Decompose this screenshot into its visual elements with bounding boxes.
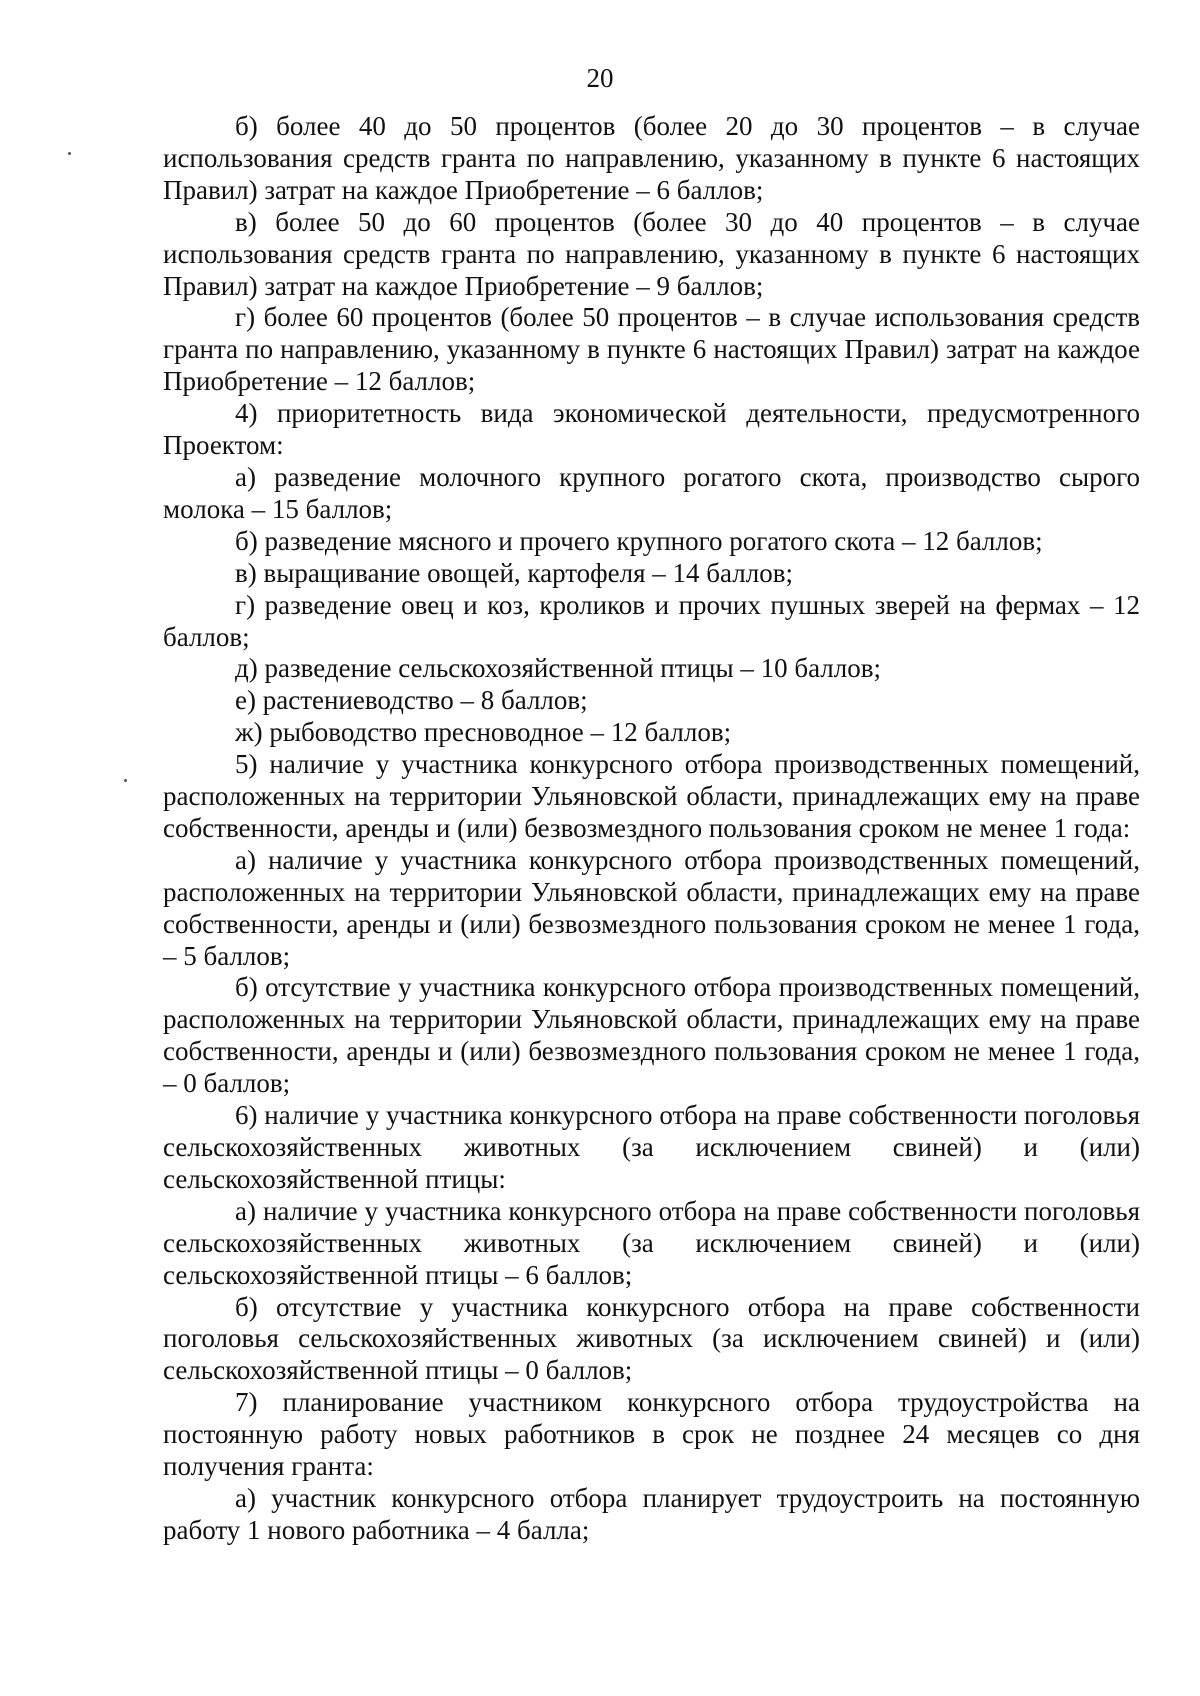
document-body <box>163 111 1140 1547</box>
paragraph-4zh-fish-farming: ж) рыбоводство пресноводное – 12 баллов; <box>235 717 732 748</box>
paragraph-7-employment-plan: 7) планирование участником конкурсного отбора трудоустройства на постоянную работу новых работников в срок не позднее 24 месяцев со дня получения гранта: <box>163 1387 1140 1482</box>
page-number: 20 <box>586 63 614 93</box>
paragraph-5a-premises-present: а) наличие у участника конкурсного отбора производственных помещений, расположенных на территории Ульяновской области, принадлежащих ему на праве собственности, аренды и (или) безвозмездного пользования сроком не менее 1 года, – 5 баллов; <box>163 844 1140 971</box>
paragraph-4d-poultry: д) разведение сельскохозяйственной птицы – 10 баллов; <box>235 653 881 684</box>
paragraph-4v-vegetables: в) выращивание овощей, картофеля – 14 баллов; <box>235 557 793 588</box>
paragraph-6b-livestock-absent: б) отсутствие у участника конкурсного отбора на праве собственности поголовья сельскохозяйственных животных (за исключением свиней) и (или) сельскохозяйственной птицы – 0 баллов; <box>163 1291 1140 1386</box>
paragraph-5-premises: 5) наличие у участника конкурсного отбора производственных помещений, расположенных на территории Ульяновской области, принадлежащих ему на праве собственности, аренды и (или) безвозмездного пользования сроком не менее 1 года: <box>163 749 1140 843</box>
paragraph-7a-one-new-worker: а) участник конкурсного отбора планирует трудоустроить на постоянную работу 1 нового работника – 4 балла; <box>163 1482 1140 1545</box>
paragraph-4b-beef-cattle: б) разведение мясного и прочего крупного рогатого скота – 12 баллов; <box>235 525 1043 556</box>
paragraph-1b-share-40-50: б) более 40 до 50 процентов (более 20 до 30 процентов – в случае использования средств гранта по направлению, указанному в пункте 6 настоящих Правил) затрат на каждое Приобретение – 6 баллов; <box>163 111 1140 205</box>
scan-speck <box>68 152 71 155</box>
paragraph-4e-crop-growing: е) растениеводство – 8 баллов; <box>235 685 588 716</box>
paragraph-4a-dairy-cattle: а) разведение молочного крупного рогатого скота, производство сырого молока – 15 баллов; <box>163 461 1140 524</box>
paragraph-6-livestock: 6) наличие у участника конкурсного отбора на праве собственности поголовья сельскохозяйственных животных (за исключением свиней) и (или) сельскохозяйственной птицы: <box>163 1100 1140 1194</box>
paragraph-6a-livestock-present: а) наличие у участника конкурсного отбора на праве собственности поголовья сельскохозяйственных животных (за исключением свиней) и (или) сельскохозяйственной птицы – 6 баллов; <box>163 1195 1140 1290</box>
paragraph-4g-sheep-goats: г) разведение овец и коз, кроликов и прочих пушных зверей на фермах – 12 баллов; <box>163 589 1140 652</box>
scan-speck <box>124 779 127 782</box>
paragraph-1g-share-over-60: г) более 60 процентов (более 50 процентов – в случае использования средств гранта по направлению, указанному в пункте 6 настоящих Правил) затрат на каждое Приобретение – 12 баллов; <box>163 302 1140 397</box>
paragraph-5b-premises-absent: б) отсутствие у участника конкурсного отбора производственных помещений, расположенных на территории Ульяновской области, принадлежащих ему на праве собственности, аренды и (или) безвозмездного пользования сроком не менее 1 года, – 0 баллов; <box>163 972 1140 1099</box>
paragraph-4-activity-priority: 4) приоритетность вида экономической деятельности, предусмотренного Проектом: <box>163 398 1140 461</box>
paragraph-1v-share-50-60: в) более 50 до 60 процентов (более 30 до 40 процентов – в случае использования средств гранта по направлению, указанному в пункте 6 настоящих Правил) затрат на каждое Приобретение – 9 баллов; <box>163 206 1140 301</box>
